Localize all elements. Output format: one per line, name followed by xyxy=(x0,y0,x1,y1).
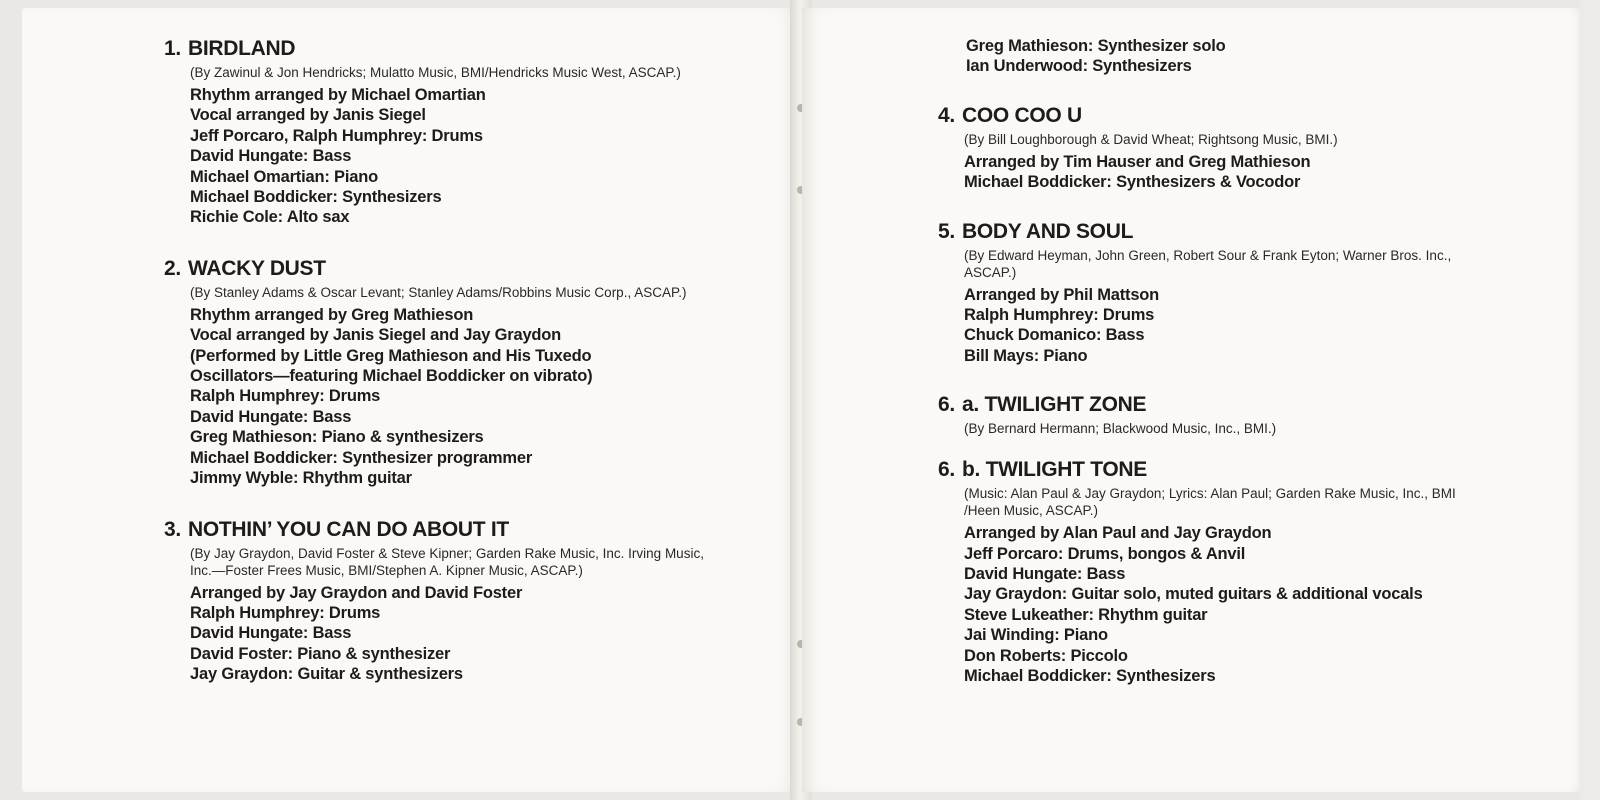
track-5 xyxy=(938,219,1458,367)
personnel-line: Arranged by Alan Paul and Jay Graydon xyxy=(964,524,1272,543)
personnel-line: Vocal arranged by Janis Siegel and Jay Graydon xyxy=(190,326,562,345)
track-number: 6. xyxy=(938,458,955,482)
track-credit: (Music: Alan Paul & Jay Graydon; Lyrics: Alan Paul; Garden Rake Music, Inc., BMI /Heen Music, ASCAP.) xyxy=(964,486,1456,519)
personnel-line: Don Roberts: Piccolo xyxy=(964,646,1128,665)
track-title xyxy=(938,103,1458,129)
track-number: 3. xyxy=(164,517,181,541)
personnel-line: Chuck Domanico: Bass xyxy=(964,326,1145,345)
track-title xyxy=(938,392,1458,418)
track-1 xyxy=(164,36,704,228)
personnel-line: Richie Cole: Alto sax xyxy=(190,208,350,227)
track-number: 4. xyxy=(938,103,955,127)
personnel-line: Jai Winding: Piano xyxy=(964,626,1108,645)
personnel-line: Ralph Humphrey: Drums xyxy=(964,306,1155,325)
personnel-line: Michael Boddicker: Synthesizers & Vocodor xyxy=(964,173,1301,192)
personnel-line: (Performed by Little Greg Mathieson and His Tuxedo xyxy=(190,346,592,365)
personnel-line: Jay Graydon: Guitar solo, muted guitars & additional vocals xyxy=(964,585,1423,604)
scan-edge xyxy=(1580,0,1600,800)
right-track-list xyxy=(938,36,1458,715)
personnel-line: David Hungate: Bass xyxy=(190,624,352,643)
track-name: BODY AND SOUL xyxy=(962,219,1134,243)
track-title xyxy=(938,219,1458,245)
track-name: NOTHIN’ YOU CAN DO ABOUT IT xyxy=(188,517,509,541)
track-name: b. TWILIGHT TONE xyxy=(962,458,1147,482)
track-title xyxy=(164,517,704,543)
personnel-line: Michael Omartian: Piano xyxy=(190,167,378,186)
personnel-line: Oscillators—featuring Michael Boddicker on vibrato) xyxy=(190,367,593,386)
personnel-line: Michael Boddicker: Synthesizer programmer xyxy=(190,448,533,467)
track-name: a. TWILIGHT ZONE xyxy=(962,393,1147,417)
track-name: BIRDLAND xyxy=(188,37,296,60)
track-credit: (By Bill Loughborough & David Wheat; Rightsong Music, BMI.) xyxy=(964,131,1338,147)
personnel-line: David Hungate: Bass xyxy=(190,147,352,166)
personnel-line: Jay Graydon: Guitar & synthesizers xyxy=(190,665,463,684)
personnel-line: Michael Boddicker: Synthesizers xyxy=(190,188,442,207)
track-2 xyxy=(164,256,704,489)
track-title xyxy=(164,36,704,62)
personnel-line: Jimmy Wyble: Rhythm guitar xyxy=(190,469,412,488)
personnel-line: Jeff Porcaro: Drums, bongos & Anvil xyxy=(964,544,1246,563)
track-credit: (By Zawinul & Jon Hendricks; Mulatto Music, BMI/Hendricks Music West, ASCAP.) xyxy=(190,65,681,80)
personnel-line: Greg Mathieson: Piano & synthesizers xyxy=(190,428,484,447)
track-3 xyxy=(164,517,704,685)
track-number: 1. xyxy=(164,37,181,60)
track-title xyxy=(164,256,704,282)
personnel-line: Ian Underwood: Synthesizers xyxy=(966,57,1192,76)
personnel-line: Arranged by Tim Hauser and Greg Mathieson xyxy=(964,152,1311,171)
track-4 xyxy=(938,103,1458,193)
personnel-line: Rhythm arranged by Michael Omartian xyxy=(190,86,486,104)
track-number: 6. xyxy=(938,393,955,417)
personnel-line: Ralph Humphrey: Drums xyxy=(190,603,381,622)
track-credit: (By Edward Heyman, John Green, Robert Sour & Frank Eyton; Warner Bros. Inc., ASCAP.) xyxy=(964,247,1452,280)
track-number: 5. xyxy=(938,219,955,243)
personnel-line: David Hungate: Bass xyxy=(190,407,352,426)
continued-personnel xyxy=(966,36,1458,77)
personnel-line: Greg Mathieson: Synthesizer solo xyxy=(966,37,1226,55)
track-number: 2. xyxy=(164,256,181,280)
personnel-line: Arranged by Phil Mattson xyxy=(964,285,1160,304)
personnel-line: Ralph Humphrey: Drums xyxy=(190,387,381,406)
personnel-line: Vocal arranged by Janis Siegel xyxy=(190,106,426,125)
track-credit: (By Bernard Hermann; Blackwood Music, Inc., BMI.) xyxy=(964,421,1277,437)
personnel-line: Jeff Porcaro, Ralph Humphrey: Drums xyxy=(190,126,483,145)
track-name: WACKY DUST xyxy=(188,256,326,280)
personnel-line: Bill Mays: Piano xyxy=(964,346,1088,365)
track-credit: (By Stanley Adams & Oscar Levant; Stanley Adams/Robbins Music Corp., ASCAP.) xyxy=(190,284,687,300)
track-credit: (By Jay Graydon, David Foster & Steve Kipner; Garden Rake Music, Inc. Irving Music, Inc.—Foster Frees Music, BMI/Stephen A. Kipner Music, ASCAP.) xyxy=(190,545,704,578)
track-6a xyxy=(938,392,1458,437)
personnel-line: Michael Boddicker: Synthesizers xyxy=(964,667,1216,686)
track-name: COO COO U xyxy=(962,103,1082,127)
personnel-line: David Foster: Piano & synthesizer xyxy=(190,644,451,663)
personnel-line: Rhythm arranged by Greg Mathieson xyxy=(190,305,474,324)
personnel-line: David Hungate: Bass xyxy=(964,565,1126,584)
left-track-list xyxy=(164,36,704,713)
personnel-line: Arranged by Jay Graydon and David Foster xyxy=(190,583,523,602)
track-title xyxy=(938,457,1458,483)
personnel-line: Steve Lukeather: Rhythm guitar xyxy=(964,605,1208,624)
track-6b xyxy=(938,457,1458,686)
